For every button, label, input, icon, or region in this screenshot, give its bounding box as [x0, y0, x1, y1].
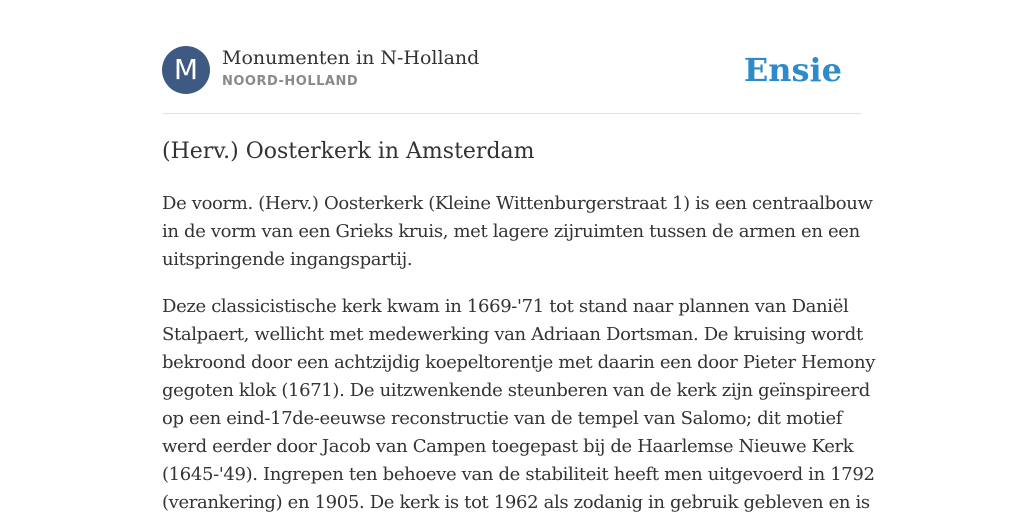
paragraph — [162, 190, 873, 274]
article-body — [162, 190, 876, 512]
paragraph — [162, 293, 876, 512]
paragraph-line: in de vorm van een Grieks kruis, met lagere zijruimten tussen de armen en een — [162, 221, 860, 242]
source-title[interactable]: Monumenten in N-Holland — [222, 47, 480, 69]
paragraph-line: De voorm. (Herv.) Oosterkerk (Kleine Wittenburgerstraat 1) is een centraalbouw — [162, 193, 873, 214]
paragraph-line: bekroond door een achtzijdig koepeltorentje met daarin een door Pieter Hemony — [162, 352, 876, 373]
paragraph-line: gegoten klok (1671). De uitzwenkende steunberen van de kerk zijn geïnspireerd — [162, 380, 870, 401]
ensie-logo[interactable]: Ensie — [743, 51, 842, 89]
paragraph-line: uitspringende ingangspartij. — [162, 249, 413, 270]
avatar[interactable]: M — [162, 46, 210, 94]
paragraph-line: op een eind-17de-eeuwse reconstructie van de tempel van Salomo; dit motief — [162, 408, 843, 429]
paragraph-line: werd eerder door Jacob van Campen toegepast bij de Haarlemse Nieuwe Kerk — [162, 436, 854, 457]
paragraph-line: Stalpaert, wellicht met medewerking van Adriaan Dortsman. De kruising wordt — [162, 324, 863, 345]
paragraph-line: Deze classicistische kerk kwam in 1669-'71 tot stand naar plannen van Daniël — [162, 296, 849, 317]
source-subtitle[interactable]: NOORD-HOLLAND — [222, 74, 359, 89]
paragraph-line: (1645-'49). Ingrepen ten behoeve van de stabiliteit heeft men uitgevoerd in 1792 — [162, 464, 875, 485]
header — [162, 46, 862, 96]
paragraph-line: (verankering) en 1905. De kerk is tot 1962 als zodanig in gebruik gebleven en is — [162, 492, 870, 512]
article-title: (Herv.) Oosterkerk in Amsterdam — [162, 139, 535, 164]
divider — [162, 113, 862, 114]
